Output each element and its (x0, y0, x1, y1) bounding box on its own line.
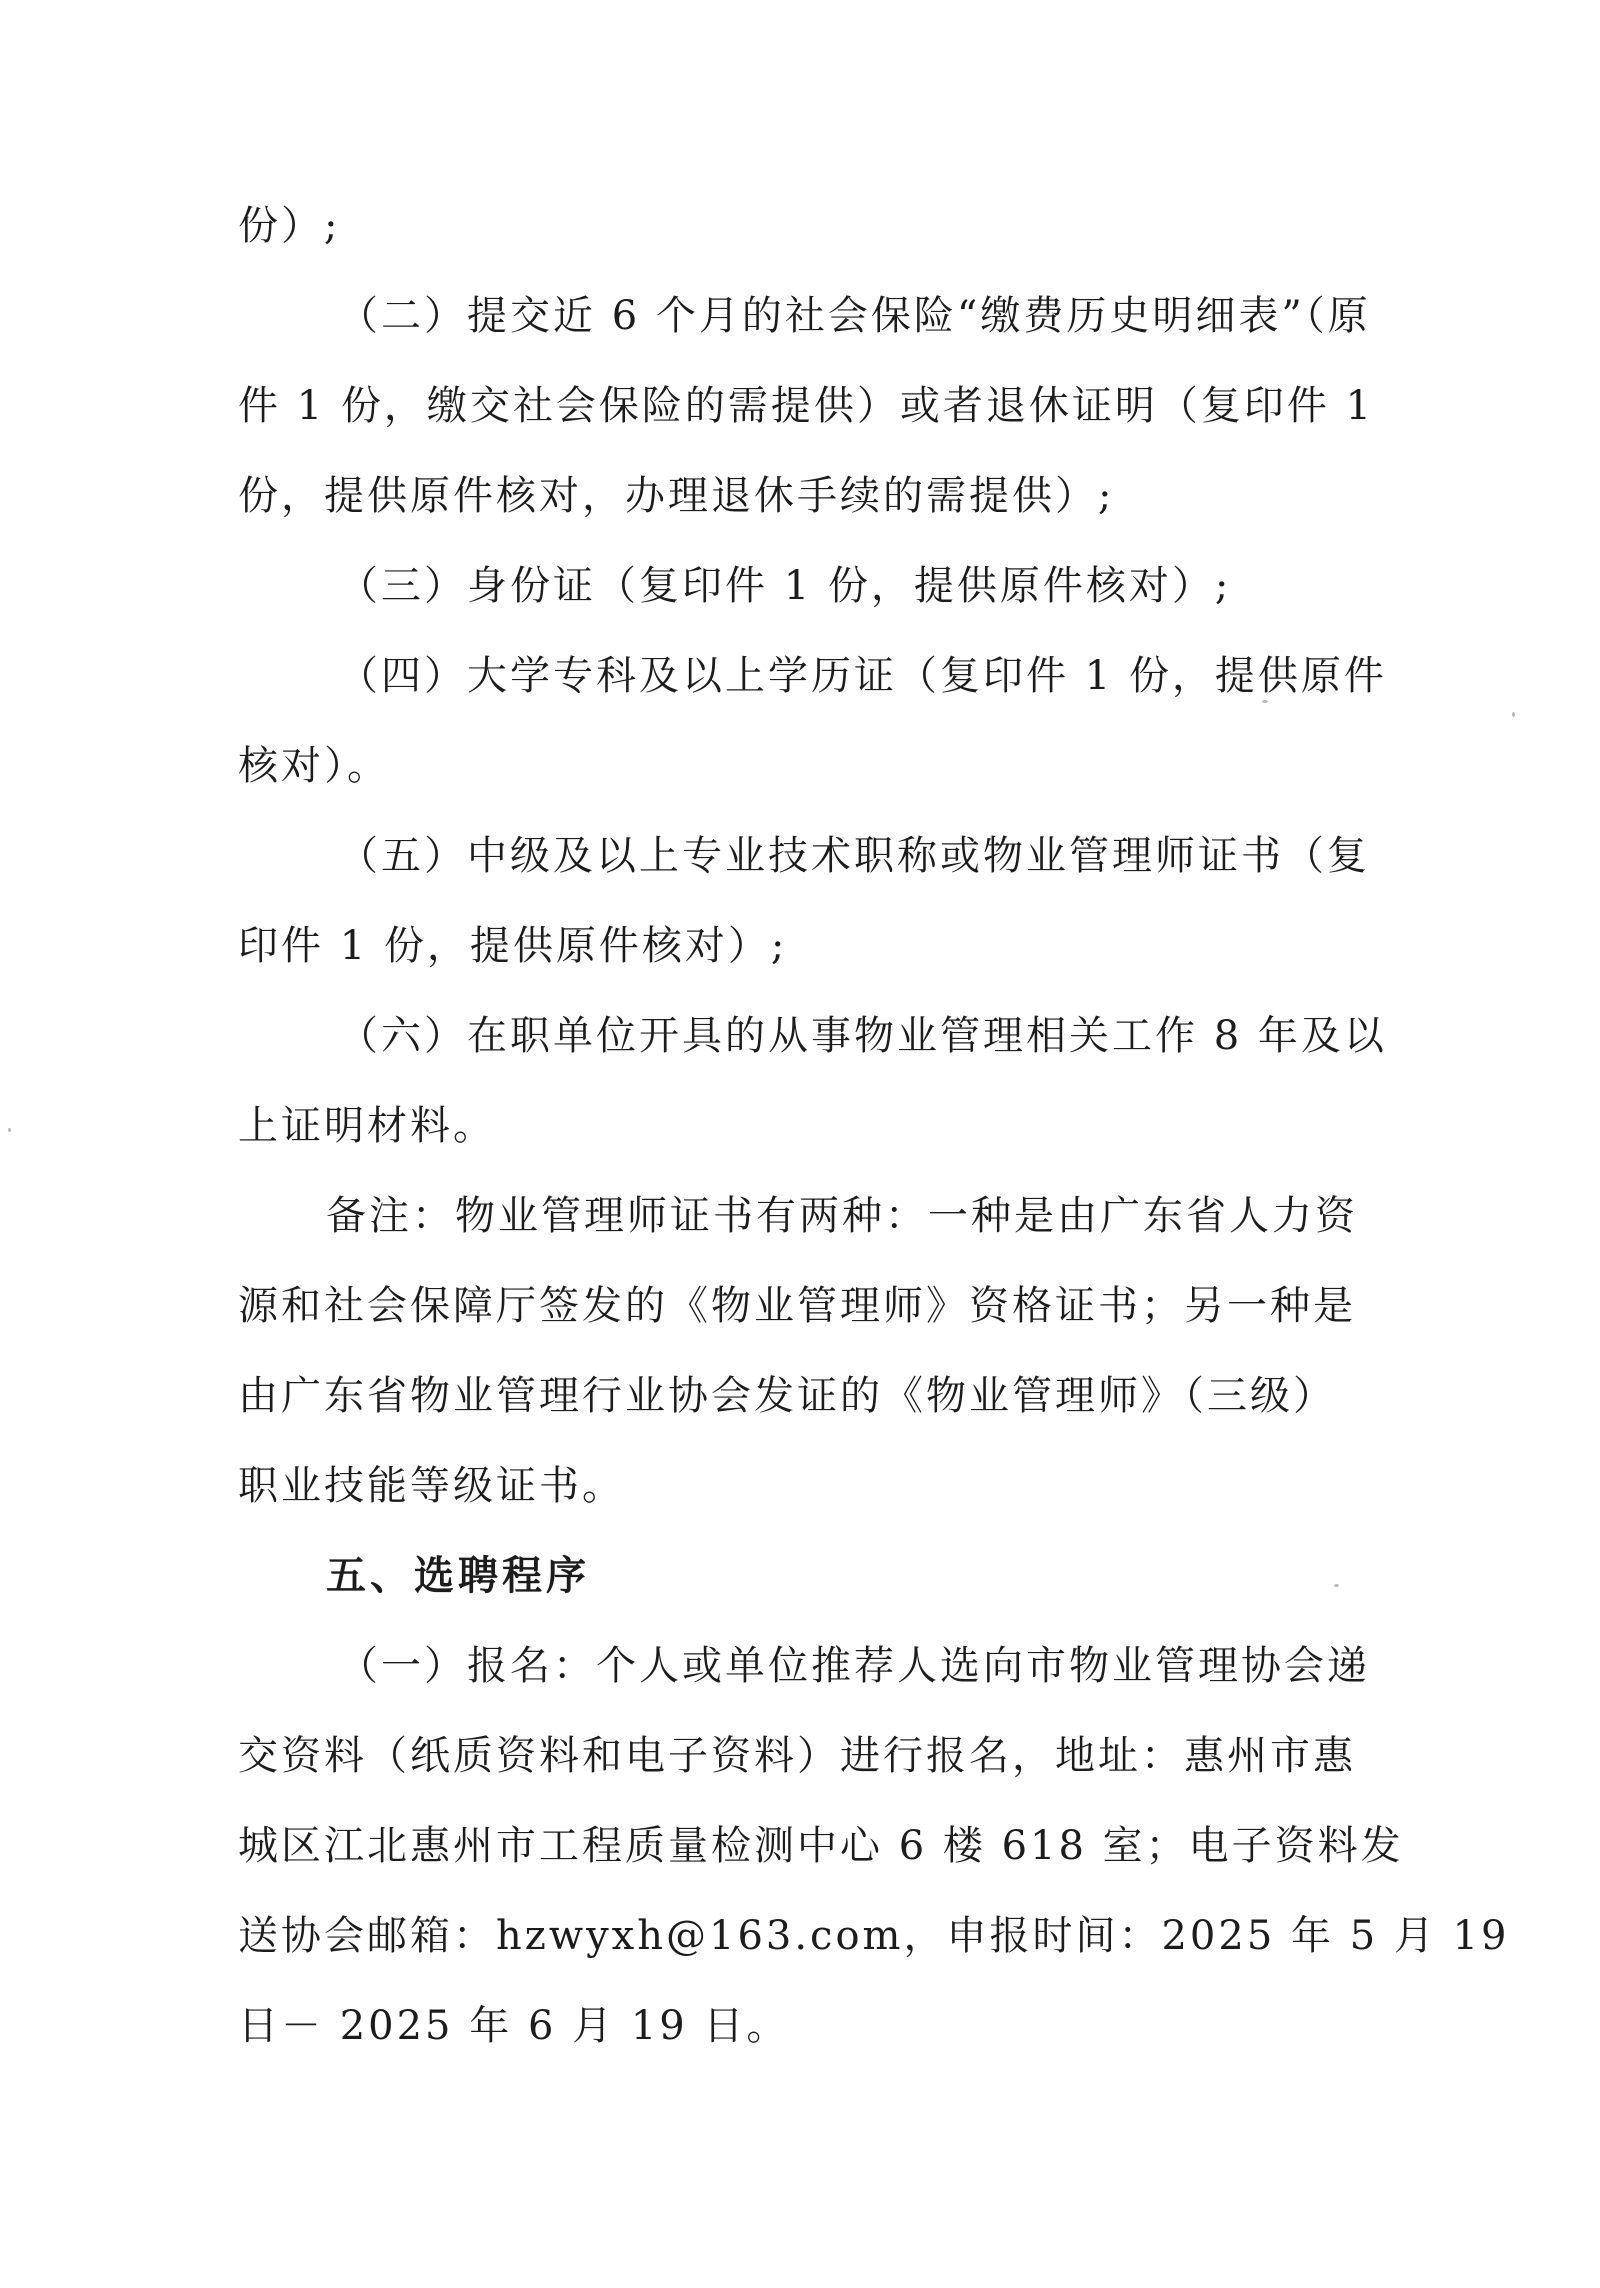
text-line: 由广东省物业管理行业协会发证的《物业管理师》（三级） (238, 1373, 1336, 1419)
text-line: （三）身份证（复印件 1 份，提供原件核对）; (338, 563, 1232, 609)
section-heading: 五、选聘程序 (326, 1553, 590, 1599)
text-line: 件 1 份，缴交社会保险的需提供）或者退休证明（复印件 1 (238, 383, 1375, 429)
text-line: （二）提交近 6 个月的社会保险“缴费历史明细表”（原 (338, 293, 1371, 339)
text-line: （四）大学专科及以上学历证（复印件 1 份，提供原件 (338, 653, 1387, 699)
text-line: 上证明材料。 (238, 1103, 496, 1149)
text-line: 日－ 2025 年 6 月 19 日。 (238, 2003, 790, 2049)
scan-speck (8, 1128, 11, 1132)
scan-speck (1262, 700, 1268, 703)
text-line: 备注：物业管理师证书有两种：一种是由广东省人力资 (326, 1193, 1358, 1239)
text-line: （五）中级及以上专业技术职称或物业管理师证书（复 (338, 833, 1370, 879)
text-line: 职业技能等级证书。 (238, 1463, 625, 1509)
text-line: 印件 1 份，提供原件核对）; (238, 923, 788, 969)
scan-speck (1334, 1584, 1339, 1587)
text-line: 城区江北惠州市工程质量检测中心 6 楼 618 室；电子资料发 (238, 1823, 1404, 1869)
text-line: 交资料（纸质资料和电子资料）进行报名，地址：惠州市惠 (238, 1733, 1356, 1779)
text-line: （一）报名：个人或单位推荐人选向市物业管理协会递 (338, 1643, 1370, 1689)
text-line: （六）在职单位开具的从事物业管理相关工作 8 年及以 (338, 1013, 1387, 1059)
text-line: 送协会邮箱：hzwyxh@163.com，申报时间：2025 年 5 月 19 (238, 1913, 1510, 1959)
text-line: 份）; (238, 203, 341, 249)
text-line: 份，提供原件核对，办理退休手续的需提供）; (238, 473, 1115, 519)
text-line: 核对）。 (238, 743, 390, 789)
text-line: 源和社会保障厅签发的《物业管理师》资格证书；另一种是 (238, 1283, 1356, 1329)
scan-speck (1512, 712, 1515, 717)
